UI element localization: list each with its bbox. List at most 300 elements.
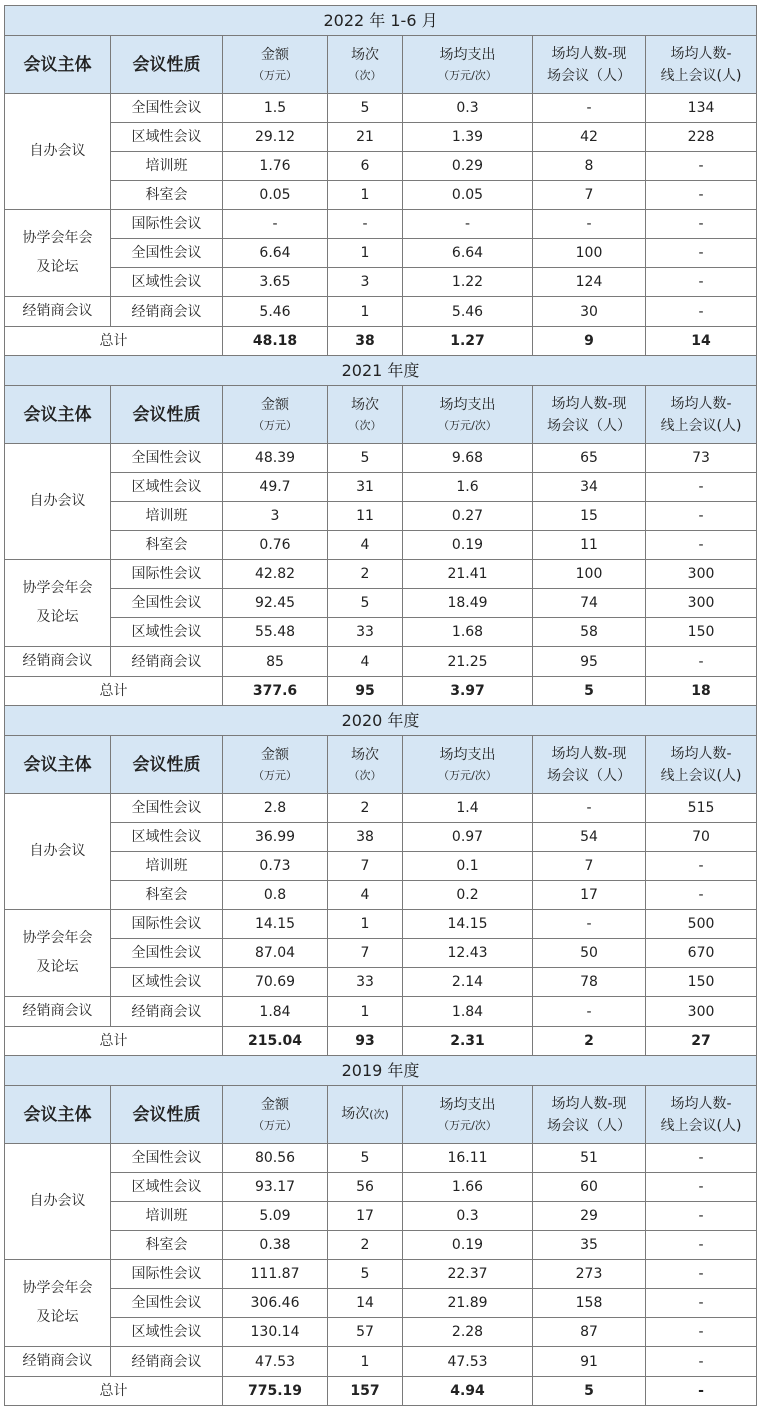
cell-online-avg: -: [646, 1289, 757, 1318]
table-row: [5, 94, 757, 123]
cell-online-avg: 300: [646, 997, 757, 1027]
total-onsite-avg: 5: [533, 1377, 646, 1406]
group-association-line1: 协学会年会: [22, 580, 93, 596]
cell-meeting-type: 全国性会议: [111, 794, 223, 823]
table-row: [5, 210, 757, 239]
cell-meeting-type: 培训班: [111, 1202, 223, 1231]
cell-avg-cost: 0.3: [403, 94, 533, 123]
cell-onsite-avg: 15: [533, 502, 646, 531]
cell-meeting-type: 经销商会议: [111, 997, 223, 1027]
cell-meeting-type: 国际性会议: [111, 560, 223, 589]
header-amount: [223, 736, 328, 794]
header-amount-label: 金额: [261, 746, 289, 763]
header-amount-label: 金额: [261, 396, 289, 413]
cell-online-avg: -: [646, 1202, 757, 1231]
cell-online-avg: 300: [646, 560, 757, 589]
header-online: [646, 386, 757, 444]
cell-onsite-avg: 65: [533, 444, 646, 473]
table-row: [5, 881, 757, 910]
cell-onsite-avg: -: [533, 210, 646, 239]
cell-amount: 0.38: [223, 1231, 328, 1260]
total-online-avg: -: [646, 1377, 757, 1406]
cell-meeting-type: 区域性会议: [111, 968, 223, 997]
group-dealer: 经销商会议: [5, 1347, 111, 1377]
section-year-title: 2019 年度: [5, 1056, 757, 1086]
total-amount: 377.6: [223, 677, 328, 706]
group-association-line1: 协学会年会: [22, 930, 93, 946]
header-nature: 会议性质: [111, 36, 223, 94]
cell-online-avg: 500: [646, 910, 757, 939]
group-association-line1: 协学会年会: [22, 1280, 93, 1296]
table-row: [5, 502, 757, 531]
header-amount-unit: （万元）: [253, 1118, 297, 1132]
table-row: [5, 444, 757, 473]
cell-avg-cost: 5.46: [403, 297, 533, 327]
table-row: [5, 1318, 757, 1347]
cell-avg-cost: 0.19: [403, 531, 533, 560]
header-subject: 会议主体: [5, 386, 111, 444]
cell-amount: 55.48: [223, 618, 328, 647]
header-avg-cost-unit: （万元/次）: [438, 68, 497, 82]
cell-onsite-avg: 87: [533, 1318, 646, 1347]
header-online-line2: 线上会议(人): [660, 417, 742, 434]
table-row: [5, 618, 757, 647]
cell-amount: 5.46: [223, 297, 328, 327]
cell-onsite-avg: 35: [533, 1231, 646, 1260]
table-row: [5, 1173, 757, 1202]
cell-count: 4: [328, 881, 403, 910]
total-count: 157: [328, 1377, 403, 1406]
cell-onsite-avg: 51: [533, 1144, 646, 1173]
cell-avg-cost: 0.27: [403, 502, 533, 531]
cell-amount: 1.84: [223, 997, 328, 1027]
cell-avg-cost: 1.68: [403, 618, 533, 647]
header-count-unit: （次）: [348, 768, 382, 782]
cell-count: 6: [328, 152, 403, 181]
cell-avg-cost: 1.22: [403, 268, 533, 297]
cell-avg-cost: 14.15: [403, 910, 533, 939]
cell-onsite-avg: 158: [533, 1289, 646, 1318]
table-row: [5, 268, 757, 297]
total-count: 93: [328, 1027, 403, 1056]
group-dealer: 经销商会议: [5, 647, 111, 677]
total-online-avg: 27: [646, 1027, 757, 1056]
table-row: [5, 1260, 757, 1289]
table-row: [5, 1289, 757, 1318]
cell-amount: 3.65: [223, 268, 328, 297]
cell-count: 21: [328, 123, 403, 152]
cell-avg-cost: 21.89: [403, 1289, 533, 1318]
header-count-label: 场次: [341, 1106, 370, 1122]
cell-amount: 42.82: [223, 560, 328, 589]
header-onsite: [533, 36, 646, 94]
cell-avg-cost: 0.3: [403, 1202, 533, 1231]
cell-count: 7: [328, 852, 403, 881]
cell-meeting-type: 区域性会议: [111, 123, 223, 152]
table-row: [5, 939, 757, 968]
meeting-expense-table: [4, 5, 757, 1406]
header-count-unit: （次）: [348, 418, 382, 432]
header-amount: [223, 386, 328, 444]
header-onsite-line2: 场会议（人）: [547, 1117, 631, 1134]
cell-amount: 0.76: [223, 531, 328, 560]
column-header-row: [5, 36, 757, 94]
cell-online-avg: 73: [646, 444, 757, 473]
cell-count: 5: [328, 1260, 403, 1289]
cell-amount: 0.8: [223, 881, 328, 910]
cell-online-avg: 228: [646, 123, 757, 152]
cell-online-avg: -: [646, 297, 757, 327]
total-label: 总计: [5, 327, 223, 356]
total-amount: 215.04: [223, 1027, 328, 1056]
group-association-line1: 协学会年会: [22, 230, 93, 246]
cell-avg-cost: 2.14: [403, 968, 533, 997]
cell-online-avg: -: [646, 502, 757, 531]
cell-meeting-type: 区域性会议: [111, 473, 223, 502]
cell-onsite-avg: 17: [533, 881, 646, 910]
total-label: 总计: [5, 1027, 223, 1056]
cell-onsite-avg: 95: [533, 647, 646, 677]
group-self-hosted: 自办会议: [5, 1144, 111, 1260]
cell-count: 4: [328, 647, 403, 677]
total-onsite-avg: 9: [533, 327, 646, 356]
group-association-line2: 及论坛: [36, 609, 79, 625]
cell-amount: 3: [223, 502, 328, 531]
cell-online-avg: -: [646, 239, 757, 268]
cell-online-avg: 150: [646, 618, 757, 647]
cell-amount: 92.45: [223, 589, 328, 618]
header-amount: [223, 36, 328, 94]
group-association-line2: 及论坛: [36, 959, 79, 975]
header-online-line1: 场均人数-: [670, 1095, 732, 1112]
cell-count: 2: [328, 560, 403, 589]
table-row: [5, 1144, 757, 1173]
cell-amount: 49.7: [223, 473, 328, 502]
group-association: [5, 560, 111, 647]
cell-meeting-type: 经销商会议: [111, 297, 223, 327]
cell-meeting-type: 科室会: [111, 881, 223, 910]
cell-online-avg: -: [646, 881, 757, 910]
cell-avg-cost: 22.37: [403, 1260, 533, 1289]
cell-avg-cost: 1.4: [403, 794, 533, 823]
cell-amount: 48.39: [223, 444, 328, 473]
cell-avg-cost: 47.53: [403, 1347, 533, 1377]
cell-avg-cost: 0.2: [403, 881, 533, 910]
cell-count: 2: [328, 1231, 403, 1260]
table-row: [5, 181, 757, 210]
section-year-row: [5, 706, 757, 736]
cell-meeting-type: 全国性会议: [111, 444, 223, 473]
header-avg-cost-unit: （万元/次）: [438, 768, 497, 782]
column-header-row: [5, 736, 757, 794]
cell-avg-cost: 21.25: [403, 647, 533, 677]
cell-online-avg: -: [646, 647, 757, 677]
total-amount: 775.19: [223, 1377, 328, 1406]
cell-online-avg: -: [646, 1347, 757, 1377]
header-onsite: [533, 386, 646, 444]
header-online-line1: 场均人数-: [670, 45, 732, 62]
table-row: [5, 152, 757, 181]
header-subject: 会议主体: [5, 736, 111, 794]
cell-count: 33: [328, 618, 403, 647]
cell-avg-cost: 0.1: [403, 852, 533, 881]
header-online: [646, 36, 757, 94]
cell-count: 5: [328, 444, 403, 473]
cell-meeting-type: 区域性会议: [111, 618, 223, 647]
cell-onsite-avg: 7: [533, 852, 646, 881]
header-count-unit: （次）: [348, 68, 382, 82]
cell-onsite-avg: 100: [533, 560, 646, 589]
cell-meeting-type: 科室会: [111, 1231, 223, 1260]
cell-meeting-type: 培训班: [111, 502, 223, 531]
group-self-hosted: 自办会议: [5, 444, 111, 560]
cell-count: 1: [328, 297, 403, 327]
header-avg-cost: [403, 36, 533, 94]
cell-avg-cost: 1.84: [403, 997, 533, 1027]
group-association: [5, 1260, 111, 1347]
header-onsite: [533, 736, 646, 794]
cell-onsite-avg: -: [533, 997, 646, 1027]
cell-onsite-avg: 91: [533, 1347, 646, 1377]
table-row: [5, 123, 757, 152]
header-online: [646, 1086, 757, 1144]
section-year-title: 2021 年度: [5, 356, 757, 386]
cell-onsite-avg: -: [533, 910, 646, 939]
cell-avg-cost: 21.41: [403, 560, 533, 589]
total-online-avg: 14: [646, 327, 757, 356]
cell-count: 2: [328, 794, 403, 823]
header-avg-cost-label: 场均支出: [439, 396, 496, 413]
section-year-title: 2020 年度: [5, 706, 757, 736]
cell-amount: 130.14: [223, 1318, 328, 1347]
table-row: [5, 473, 757, 502]
cell-onsite-avg: 58: [533, 618, 646, 647]
group-association-line2: 及论坛: [36, 1309, 79, 1325]
cell-avg-cost: 0.29: [403, 152, 533, 181]
header-onsite: [533, 1086, 646, 1144]
total-label: 总计: [5, 677, 223, 706]
table-body: [5, 6, 757, 1406]
total-avg-cost: 3.97: [403, 677, 533, 706]
cell-amount: 47.53: [223, 1347, 328, 1377]
total-avg-cost: 1.27: [403, 327, 533, 356]
cell-count: -: [328, 210, 403, 239]
section-year-title: 2022 年 1-6 月: [5, 6, 757, 36]
table-row: [5, 794, 757, 823]
cell-onsite-avg: 78: [533, 968, 646, 997]
cell-amount: 0.05: [223, 181, 328, 210]
cell-onsite-avg: 50: [533, 939, 646, 968]
cell-count: 3: [328, 268, 403, 297]
cell-amount: -: [223, 210, 328, 239]
cell-amount: 5.09: [223, 1202, 328, 1231]
cell-amount: 85: [223, 647, 328, 677]
header-count-label: 场次: [351, 746, 379, 763]
cell-avg-cost: -: [403, 210, 533, 239]
cell-amount: 70.69: [223, 968, 328, 997]
table-row: [5, 910, 757, 939]
header-online-line2: 线上会议(人): [660, 767, 742, 784]
cell-amount: 1.76: [223, 152, 328, 181]
cell-onsite-avg: 54: [533, 823, 646, 852]
cell-online-avg: -: [646, 473, 757, 502]
cell-meeting-type: 全国性会议: [111, 1144, 223, 1173]
cell-onsite-avg: 273: [533, 1260, 646, 1289]
group-dealer: 经销商会议: [5, 997, 111, 1027]
header-subject: 会议主体: [5, 36, 111, 94]
cell-meeting-type: 区域性会议: [111, 1173, 223, 1202]
table-row: [5, 647, 757, 677]
cell-meeting-type: 培训班: [111, 852, 223, 881]
cell-online-avg: 670: [646, 939, 757, 968]
header-nature: 会议性质: [111, 386, 223, 444]
cell-onsite-avg: 11: [533, 531, 646, 560]
table-row: [5, 531, 757, 560]
table-row: [5, 560, 757, 589]
header-amount-label: 金额: [261, 46, 289, 63]
table-row: [5, 1202, 757, 1231]
meeting-expense-document: [4, 5, 756, 1406]
total-amount: 48.18: [223, 327, 328, 356]
header-onsite-line2: 场会议（人）: [547, 767, 631, 784]
cell-meeting-type: 经销商会议: [111, 647, 223, 677]
cell-count: 5: [328, 1144, 403, 1173]
cell-onsite-avg: 42: [533, 123, 646, 152]
cell-online-avg: -: [646, 1231, 757, 1260]
header-avg-cost-unit: （万元/次）: [438, 1118, 497, 1132]
cell-onsite-avg: -: [533, 794, 646, 823]
header-nature: 会议性质: [111, 1086, 223, 1144]
header-online-line1: 场均人数-: [670, 395, 732, 412]
header-avg-cost-label: 场均支出: [439, 46, 496, 63]
cell-online-avg: -: [646, 210, 757, 239]
cell-online-avg: 300: [646, 589, 757, 618]
total-count: 38: [328, 327, 403, 356]
group-self-hosted: 自办会议: [5, 794, 111, 910]
cell-meeting-type: 国际性会议: [111, 910, 223, 939]
total-avg-cost: 2.31: [403, 1027, 533, 1056]
header-amount: [223, 1086, 328, 1144]
cell-online-avg: -: [646, 152, 757, 181]
cell-amount: 1.5: [223, 94, 328, 123]
cell-amount: 93.17: [223, 1173, 328, 1202]
cell-online-avg: 150: [646, 968, 757, 997]
header-avg-cost: [403, 386, 533, 444]
cell-count: 11: [328, 502, 403, 531]
cell-online-avg: -: [646, 1173, 757, 1202]
cell-meeting-type: 区域性会议: [111, 268, 223, 297]
header-onsite-line1: 场均人数-现: [551, 745, 627, 762]
cell-amount: 36.99: [223, 823, 328, 852]
cell-online-avg: -: [646, 1260, 757, 1289]
cell-count: 57: [328, 1318, 403, 1347]
cell-avg-cost: 18.49: [403, 589, 533, 618]
group-association-line2: 及论坛: [36, 259, 79, 275]
header-count-label: 场次: [351, 396, 379, 413]
cell-meeting-type: 科室会: [111, 181, 223, 210]
section-year-row: [5, 6, 757, 36]
cell-meeting-type: 全国性会议: [111, 1289, 223, 1318]
cell-count: 1: [328, 181, 403, 210]
cell-count: 5: [328, 94, 403, 123]
cell-amount: 29.12: [223, 123, 328, 152]
header-avg-cost-label: 场均支出: [439, 1096, 496, 1113]
table-row: [5, 823, 757, 852]
total-row: [5, 677, 757, 706]
cell-online-avg: -: [646, 181, 757, 210]
cell-onsite-avg: -: [533, 94, 646, 123]
section-year-row: [5, 356, 757, 386]
cell-amount: 87.04: [223, 939, 328, 968]
cell-avg-cost: 0.19: [403, 1231, 533, 1260]
cell-avg-cost: 1.6: [403, 473, 533, 502]
cell-count: 1: [328, 239, 403, 268]
cell-amount: 111.87: [223, 1260, 328, 1289]
header-onsite-line1: 场均人数-现: [551, 395, 627, 412]
cell-online-avg: 134: [646, 94, 757, 123]
header-avg-cost: [403, 736, 533, 794]
cell-avg-cost: 16.11: [403, 1144, 533, 1173]
cell-count: 33: [328, 968, 403, 997]
header-count-label: 场次: [351, 46, 379, 63]
cell-onsite-avg: 30: [533, 297, 646, 327]
cell-onsite-avg: 7: [533, 181, 646, 210]
header-count: [328, 736, 403, 794]
header-onsite-line1: 场均人数-现: [551, 45, 627, 62]
table-row: [5, 589, 757, 618]
cell-amount: 6.64: [223, 239, 328, 268]
cell-count: 1: [328, 1347, 403, 1377]
cell-count: 56: [328, 1173, 403, 1202]
total-count: 95: [328, 677, 403, 706]
cell-count: 38: [328, 823, 403, 852]
cell-count: 31: [328, 473, 403, 502]
total-onsite-avg: 5: [533, 677, 646, 706]
cell-count: 7: [328, 939, 403, 968]
header-onsite-line2: 场会议（人）: [547, 67, 631, 84]
total-online-avg: 18: [646, 677, 757, 706]
group-dealer: 经销商会议: [5, 297, 111, 327]
header-online-line2: 线上会议(人): [660, 1117, 742, 1134]
cell-onsite-avg: 124: [533, 268, 646, 297]
cell-meeting-type: 区域性会议: [111, 1318, 223, 1347]
column-header-row: [5, 386, 757, 444]
cell-online-avg: 515: [646, 794, 757, 823]
cell-meeting-type: 全国性会议: [111, 939, 223, 968]
cell-online-avg: -: [646, 268, 757, 297]
total-onsite-avg: 2: [533, 1027, 646, 1056]
cell-count: 14: [328, 1289, 403, 1318]
total-row: [5, 1027, 757, 1056]
cell-avg-cost: 6.64: [403, 239, 533, 268]
column-header-row: [5, 1086, 757, 1144]
cell-meeting-type: 国际性会议: [111, 210, 223, 239]
cell-amount: 0.73: [223, 852, 328, 881]
table-row: [5, 968, 757, 997]
cell-count: 1: [328, 910, 403, 939]
group-association: [5, 910, 111, 997]
header-count: [328, 386, 403, 444]
cell-online-avg: 70: [646, 823, 757, 852]
group-association: [5, 210, 111, 297]
table-row: [5, 239, 757, 268]
cell-meeting-type: 全国性会议: [111, 94, 223, 123]
header-amount-unit: （万元）: [253, 418, 297, 432]
group-self-hosted: 自办会议: [5, 94, 111, 210]
header-count-unit: (次): [369, 1108, 389, 1121]
header-count: [328, 1086, 403, 1144]
header-online: [646, 736, 757, 794]
